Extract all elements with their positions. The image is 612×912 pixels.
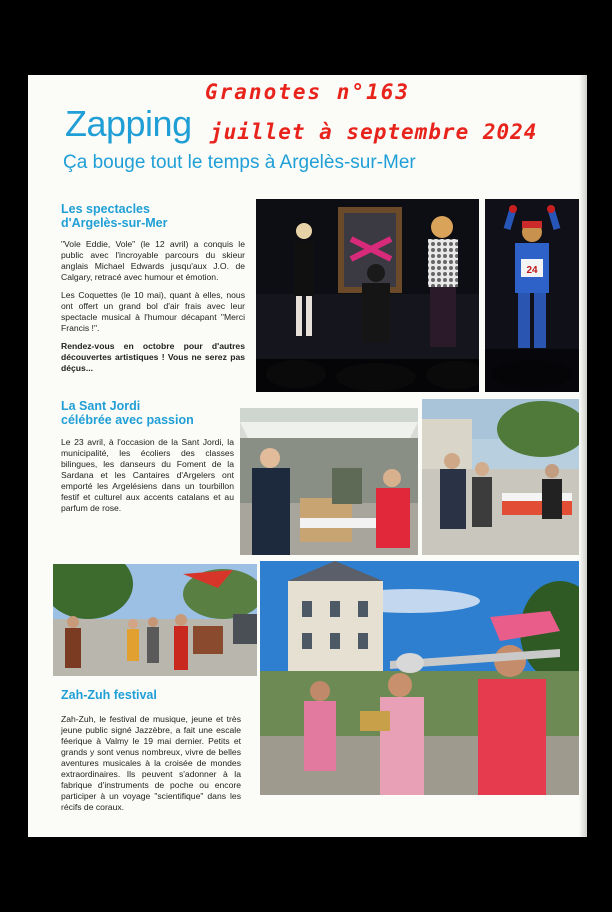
section-heading-sant-jordi [61,399,251,427]
photo-sant-jordi-stand [240,408,418,555]
section-text-spectacles [61,239,245,381]
page-subtitle: Ça bouge tout le temps à Argelès-sur-Mer [63,152,416,173]
paragraph: Rendez-vous en octobre pour d'autres découvertes artistiques ! Vous ne serez pas déçus... [61,341,245,373]
paragraph: Le 23 avril, à l'occasion de la Sant Jordi, la municipalité, les écoliers des classes bilingues, les danseurs du Foment de la Sardana et les Cantaires d'Argelers ont emporté les Argelésiens dans un tourbillon festif et culturel aux accents catalans et au parfum de rose. [61,437,234,513]
heading-line: d'Argelès-sur-Mer [61,216,168,230]
bib-number: 24 [526,265,538,276]
page-edge-shadow [579,75,587,837]
photo-zahzuh-brass-band [260,561,579,795]
section-heading-spectacles [61,202,251,230]
paragraph: "Vole Eddie, Vole" (le 12 avril) a conquis le public avec l'incroyable parcours du skieur anglais Michael Edwards jusqu'aux J.O. de Calgary, retracé avec humour et émotion. [61,239,245,282]
date-annotation: juillet à septembre 2024 [210,120,538,144]
paragraph: Les Coquettes (le 10 mai), quant à elles, nous ont offert un grand bol d'air frais avec leur spectacle musical à l'humour décapant "Merci Francis !". [61,290,245,333]
heading-line: La Sant Jordi [61,399,141,413]
heading-line: Les spectacles [61,202,150,216]
page-title: Zapping [65,103,192,144]
paragraph: Zah-Zuh, le festival de musique, jeune et très jeune public signé Jazzèbre, a fait une escale féerique à Valmy le 19 mai dernier. Petits et grands y sont venus nombreux, vivre de belles aventures musicales à la croisée de mondes extraordinaires. Ils peuvent s'adonner à la fabrique d'instruments de poche ou encore participer à un voyage "scientifique" dans les récifs de coraux. [61,714,241,812]
section-heading-zahzuh: Zah-Zuh festival [61,688,157,702]
photo-parade [53,564,257,676]
magazine-page [28,75,585,837]
section-text-sant-jordi [61,437,234,521]
photo-ski-jumper [485,199,579,392]
photo-sant-jordi-street [422,399,579,555]
section-text-zahzuh [61,714,241,820]
photo-stage-show [256,199,479,392]
issue-annotation: Granotes n°163 [205,80,411,104]
heading-line: célébrée avec passion [61,413,194,427]
